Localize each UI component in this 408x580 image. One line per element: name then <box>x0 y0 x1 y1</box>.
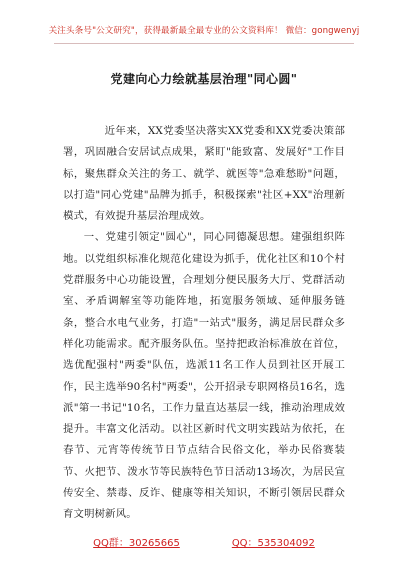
footer-qq-contact: QQ：535304092 <box>231 538 315 549</box>
paragraph-section-1: 一、党建引领定"圆心"，同心同德凝思想。建强组织阵地。以党组织标准化规范化建设为抓手，优化社区和10个村党群服务中心功能设置，合理划分便民服务大厅、党群活动室、矛盾调解室等功能阵地，拓宽服务领域、延伸服务链条，整合水电气业务，打造"一站式"服务，满足居民群众多样化功能需求。配齐服务队伍。坚持把政治标准放在首位，选优配强村"两委"队伍，选派11名工作人员到社区开展工作，民主选举90名村"两委"，公开招录专职网格员16名，选派"第一书记"10名，工作力量直达基层一线，推动治理成效提升。丰富文化活动。以社区新时代文明实践站为依托，在春节、元宵等传统节日节点结合民俗文化，举办民俗赛装节、火把节、泼水节等民族特色节日活动13场次，为居民宣传安全、禁毒、反诈、健康等相关知识，不断引领居民群众育文明树新风。 <box>63 231 345 521</box>
footer-qq-group: QQ群：30265665 <box>93 538 180 549</box>
document-body <box>63 121 345 526</box>
document-title: 党建向心力绘就基层治理"同心圆" <box>110 72 298 86</box>
header-promo-text: 关注头条号"公文研究"，获得最新最全最专业的公文资料库！ 微信：gongwenyj <box>48 26 360 36</box>
paragraph-intro: 近年来，XX党委坚决落实XX党委和XX党委决策部署，巩固融合安居试点成果，紧盯"能致富、发展好"工作目标，聚焦群众关注的务工、就学、就医等"急难愁盼"问题，以打造"同心党建"品牌为抓手，积极探索"社区+XX"治理新模式，有效提升基层治理成效。 <box>63 125 345 223</box>
header-divider <box>54 43 354 44</box>
page-header <box>0 0 408 58</box>
page-footer <box>0 534 408 549</box>
